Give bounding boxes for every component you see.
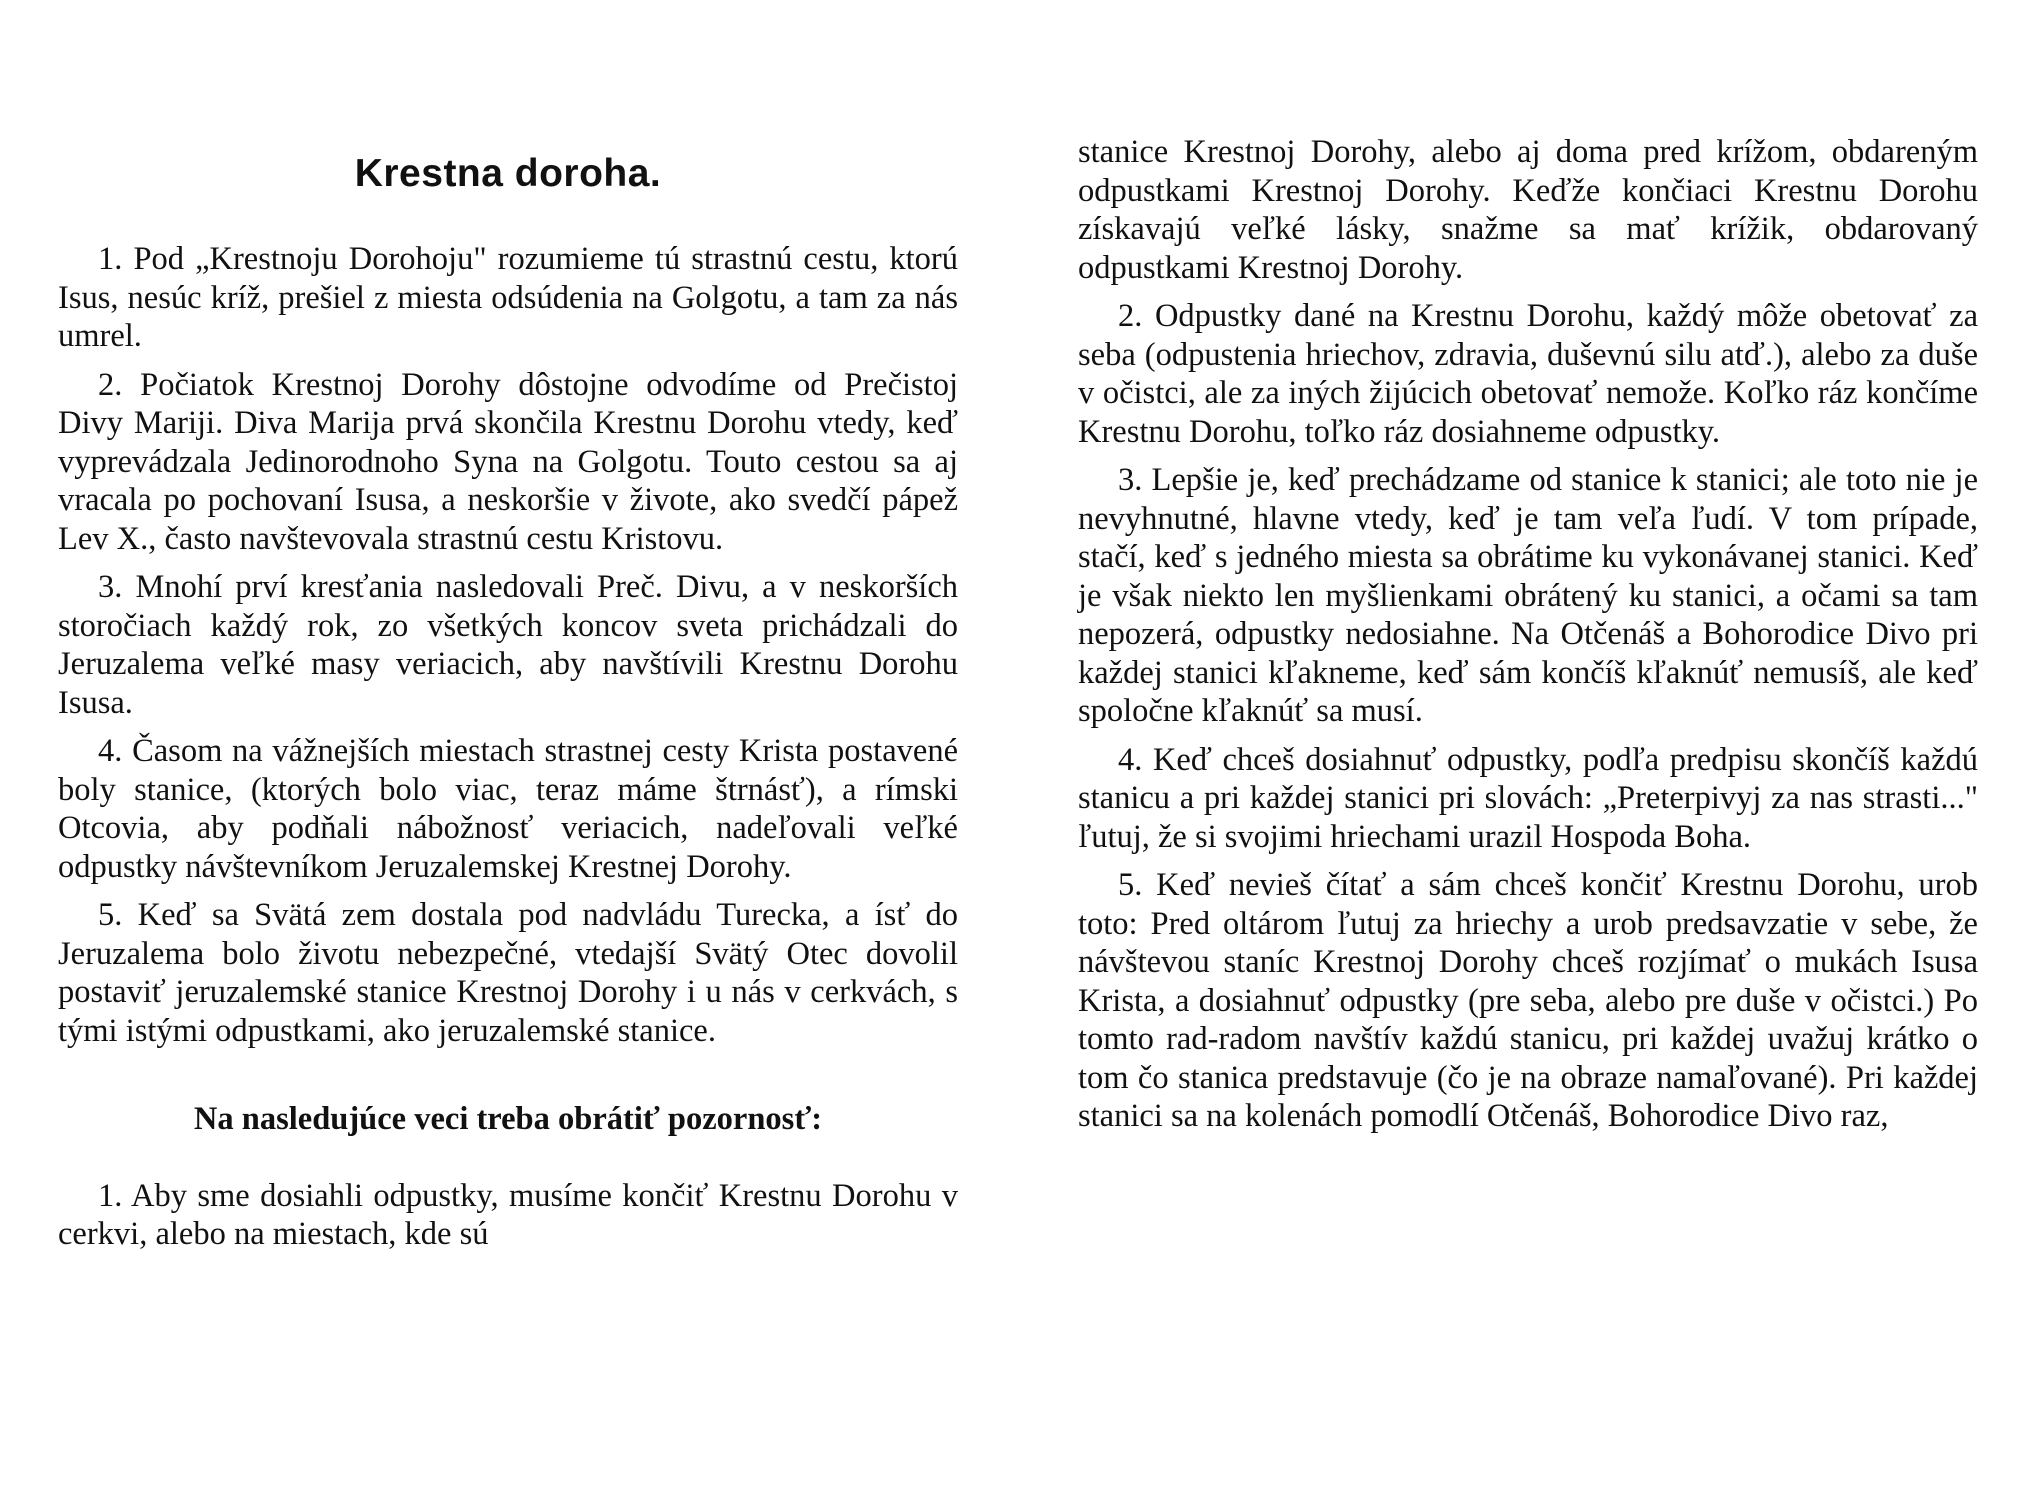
paragraph-4: 4. Časom na vážnejších miestach strastnej cesty Krista postavené boly stanice, (ktorých bolo viac, teraz máme štrnásť), a rímski Otcovia, aby podňali nábožnosť veriacich, nadeľovali veľké odpustky návštevníkom Jeruzalemskej Krestnej Dorohy. <box>58 733 958 885</box>
rule-paragraph-2: 2. Odpustky dané na Krestnu Dorohu, každý môže obetovať za seba (odpustenia hriechov, zdravia, duševnú silu atď.), alebo za duše v očistci, ale za iných žijúcich obetovať nemože. Koľko ráz končíme Krestnu Dorohu, toľko ráz dosiahneme odpustky. <box>1078 298 1978 450</box>
rule-paragraph-3: 3. Lepšie je, keď prechádzame od stanice k stanici; ale toto nie je nevyhnutné, hlavne vtedy, keď je tam veľa ľudí. V tom prípade, stačí, keď s jedného miesta sa obrátime ku vykonávanej stanici. Keď je však niekto len myšlienkami obrátený ku stanici, a očami sa tam nepozerá, odpustky nedosiahne. Na Otčenáš a Bohorodice Divo pri každej stanici kľakneme, keď sám končíš kľaknúť nemusíš, ale keď spoločne kľaknúť sa musí. <box>1078 462 1978 729</box>
continuation-paragraph: stanice Krestnoj Dorohy, alebo aj doma pred krížom, obdareným odpustkami Krestnoj Dorohy. Keďže končiaci Krestnu Dorohu získavajú veľké lásky, snažme sa mať krížik, obdarovaný odpustkami Krestnoj Dorohy. <box>1078 134 1978 286</box>
left-page <box>58 0 958 1500</box>
right-page-body <box>1078 133 1978 1136</box>
right-page <box>1078 0 1978 1500</box>
left-page-body <box>58 240 958 1254</box>
rule-paragraph-1: 1. Aby sme dosiahli odpustky, musíme končiť Krestnu Dorohu v cerkvi, alebo na miestach, kde sú <box>58 1177 958 1252</box>
paragraph-1: 1. Pod „Krestnoju Dorohoju" rozumieme tú strastnú cestu, ktorú Isus, nesúc kríž, prešiel z miesta odsúdenia na Golgotu, a tam za nás umrel. <box>58 241 958 354</box>
paragraph-2: 2. Počiatok Krestnoj Dorohy dôstojne odvodíme od Prečistoj Divy Mariji. Diva Marija prvá skončila Krestnu Dorohu vtedy, keď vyprevádzala Jedinorodnoho Syna na Golgotu. Touto cestou sa aj vracala po pochovaní Isusa, a neskoršie v živote, ako svedčí pápež Lev X., často navštevovala strastnú cestu Kristovu. <box>58 366 958 557</box>
paragraph-3: 3. Mnohí prví kresťania nasledovali Preč. Divu, a v neskorších storočiach každý rok, zo všetkých koncov sveta prichádzali do Jeruzalema veľké masy veriacich, aby navštívili Krestnu Dorohu Isusa. <box>58 569 958 721</box>
page-title: Krestna doroha. <box>354 152 662 195</box>
rule-paragraph-4: 4. Keď chceš dosiahnuť odpustky, podľa predpisu skončíš každú stanicu a pri každej stanici pri slovách: „Preterpivyj za nas strasti..." ľutuj, že si svojimi hriechami urazil Hospoda Boha. <box>1078 741 1978 855</box>
rule-paragraph-5: 5. Keď nevieš čítať a sám chceš končiť Krestnu Dorohu, urob toto: Pred oltárom ľutuj za hriechy a urob predsavzatie v sebe, že návštevou staníc Krestnoj Dorohy chceš rozjímať o mukách Isusa Krista, a dosiahnuť odpustky (pre seba, alebo pre duše v očistci.) Po tomto rad-radom navštív každú stanicu, pri každej uvažuj krátko o tom čo stanica predstavuje (čo je na obraze namaľované). Pri každej stanici sa na kolenách pomodlí Otčenáš, Bohorodice Divo raz, <box>1078 867 1978 1134</box>
section-subheading: Na nasledujúce veci treba obrátiť pozornosť: <box>193 1101 823 1137</box>
paragraph-5: 5. Keď sa Svätá zem dostala pod nadvládu Turecka, a ísť do Jeruzalema bolo životu nebezpečné, vtedajší Svätý Otec dovolil postaviť jeruzalemské stanice Krestnoj Dorohy i u nás v cerkvách, s tými istými odpustkami, ako jeruzalemské stanice. <box>58 897 958 1049</box>
